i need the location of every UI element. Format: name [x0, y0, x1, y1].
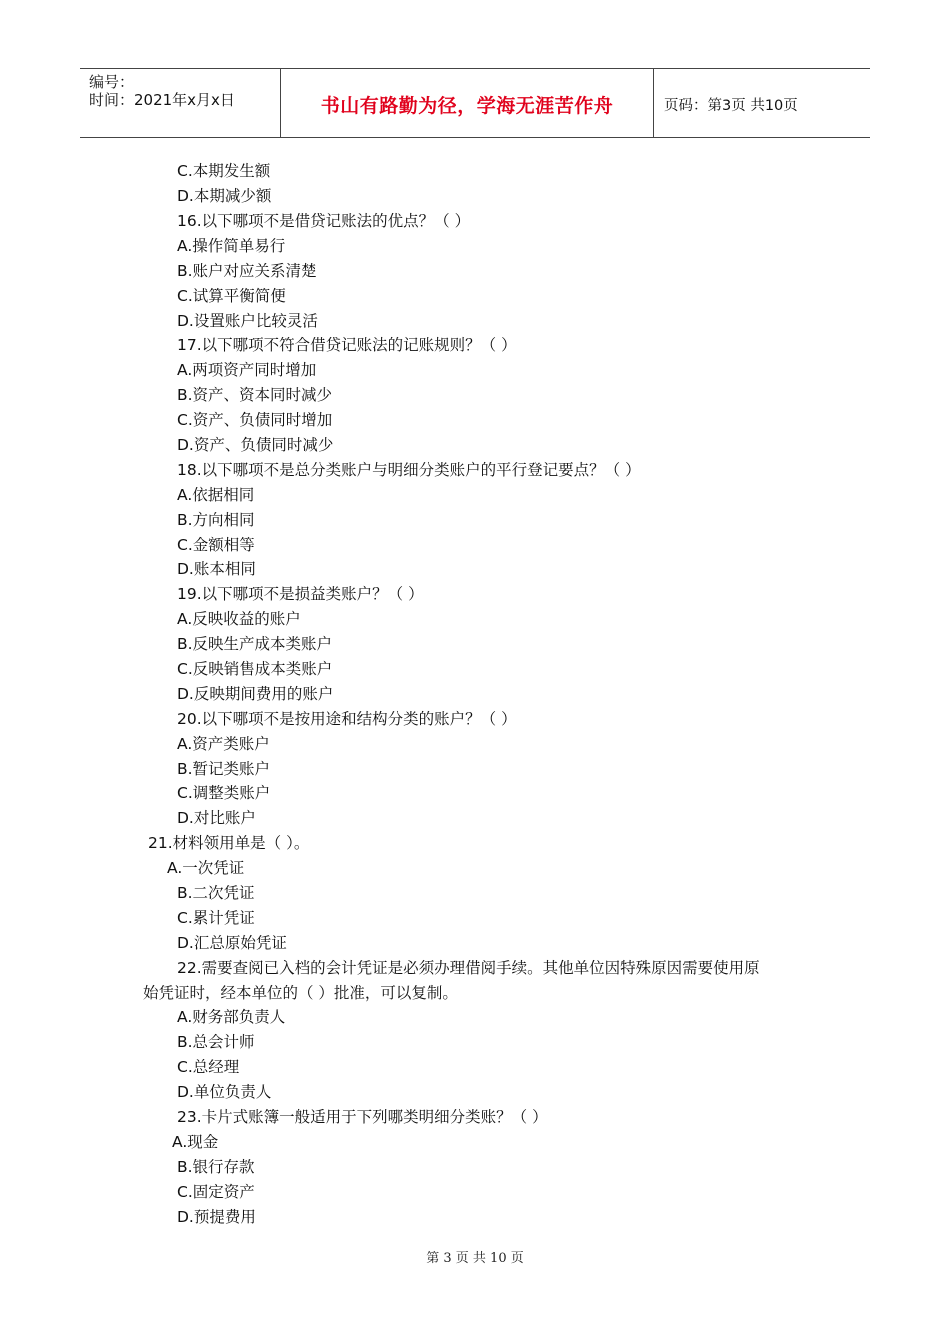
option-line: C.总经理	[177, 1058, 240, 1076]
question-line-continued: 始凭证时，经本单位的（ ）批准，可以复制。	[143, 984, 458, 1002]
option-line: B.反映生产成本类账户	[177, 635, 333, 653]
option-line: A.操作简单易行	[177, 237, 286, 255]
question-line: 22.需要查阅已入档的会计凭证是必须办理借阅手续。其他单位因特殊原因需要使用原	[177, 959, 760, 977]
question-line: 19.以下哪项不是损益类账户？（ ）	[177, 585, 424, 603]
option-line: D.账本相同	[177, 560, 256, 578]
option-line: D.对比账户	[177, 809, 256, 827]
option-line: D.设置账户比较灵活	[177, 312, 318, 330]
option-line: A.反映收益的账户	[177, 610, 301, 628]
option-line: B.二次凭证	[177, 884, 255, 902]
option-line: D.预提费用	[177, 1208, 256, 1226]
option-line: D.本期减少额	[177, 187, 272, 205]
option-line: C.本期发生额	[177, 162, 271, 180]
option-line: A.两项资产同时增加	[177, 361, 317, 379]
option-line: D.单位负责人	[177, 1083, 272, 1101]
option-line: B.账户对应关系清楚	[177, 262, 317, 280]
date-label: 时间：2021年x月x日	[89, 91, 235, 109]
question-line: 21.材料领用单是（ ）。	[148, 834, 310, 852]
option-line: C.金额相等	[177, 536, 255, 554]
option-line: B.总会计师	[177, 1033, 255, 1051]
header-motto-cell	[281, 69, 654, 137]
header-meta	[80, 69, 281, 137]
option-line: A.财务部负责人	[177, 1008, 286, 1026]
option-line: C.资产、负债同时增加	[177, 411, 333, 429]
option-line: C.调整类账户	[177, 784, 271, 802]
option-line: B.方向相同	[177, 511, 255, 529]
option-line: C.反映销售成本类账户	[177, 660, 333, 678]
option-line: A.一次凭证	[167, 859, 245, 877]
page-footer: 第 3 页 共 10 页	[426, 1251, 524, 1266]
option-line: A.现金	[172, 1133, 219, 1151]
option-line: A.依据相同	[177, 486, 255, 504]
page-info: 页码：第3页 共10页	[664, 98, 798, 114]
option-line: C.固定资产	[177, 1183, 255, 1201]
option-line: A.资产类账户	[177, 735, 270, 753]
question-line: 16.以下哪项不是借贷记账法的优点？（ ）	[177, 212, 471, 230]
question-line: 20.以下哪项不是按用途和结构分类的账户？（ ）	[177, 710, 517, 728]
option-line: D.反映期间费用的账户	[177, 685, 334, 703]
option-line: D.汇总原始凭证	[177, 934, 287, 952]
header-page-cell	[654, 69, 870, 137]
option-line: D.资产、负债同时减少	[177, 436, 334, 454]
question-line: 23.卡片式账簿一般适用于下列哪类明细分类账？（ ）	[177, 1108, 548, 1126]
question-line: 17.以下哪项不符合借贷记账法的记账规则？（ ）	[177, 336, 517, 354]
option-line: C.试算平衡简便	[177, 287, 286, 305]
option-line: B.暂记类账户	[177, 760, 271, 778]
motto: 书山有路勤为径，学海无涯苦作舟	[320, 95, 614, 117]
question-line: 18.以下哪项不是总分类账户与明细分类账户的平行登记要点？（ ）	[177, 461, 641, 479]
option-line: B.资产、资本同时减少	[177, 386, 333, 404]
option-line: C.累计凭证	[177, 909, 255, 927]
number-label: 编号：	[89, 73, 135, 91]
option-line: B.银行存款	[177, 1158, 255, 1176]
page-header	[80, 68, 870, 138]
